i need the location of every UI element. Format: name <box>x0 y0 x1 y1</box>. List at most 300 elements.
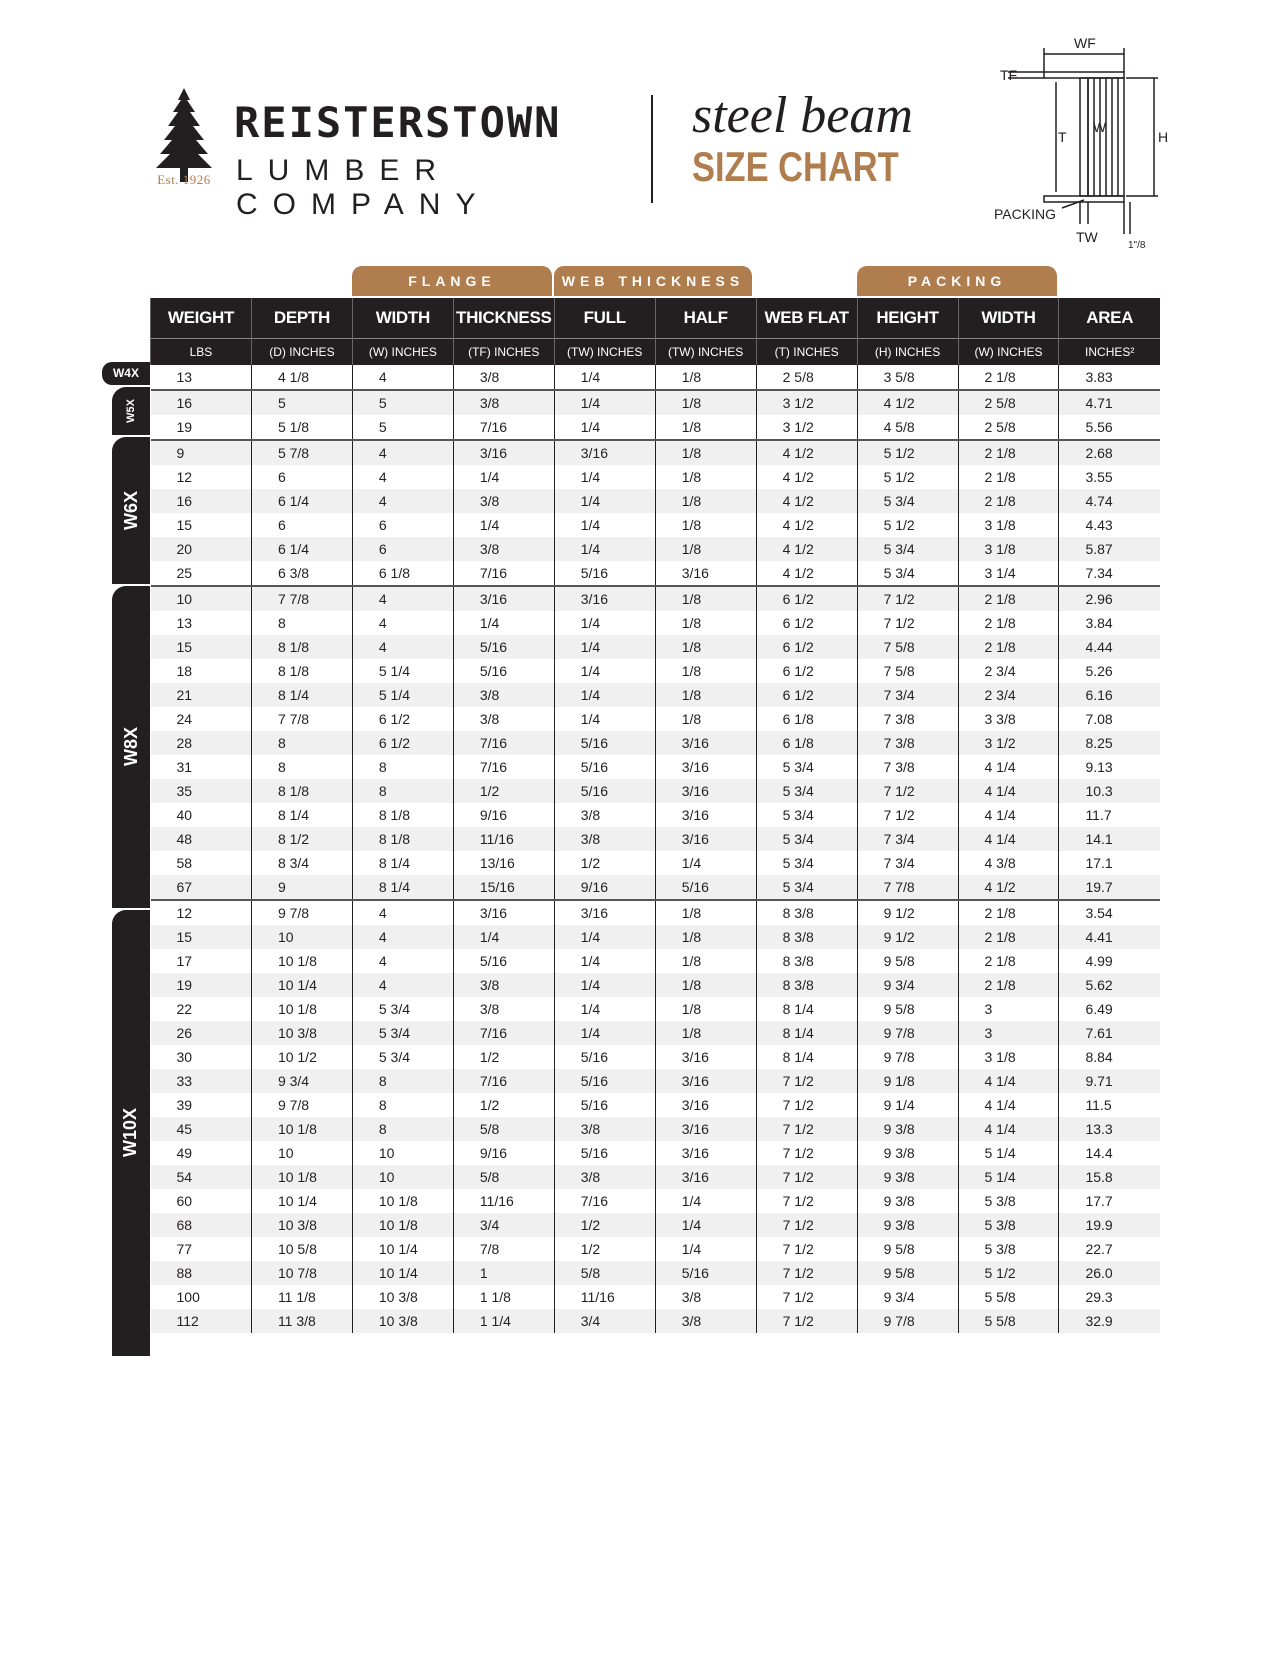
table-row <box>151 365 1161 390</box>
table-row <box>151 1069 1161 1093</box>
cell-packing-width: 3 1/8 <box>958 513 1059 537</box>
cell-weight: 60 <box>176 1193 193 1209</box>
table-row <box>151 1117 1161 1141</box>
cell-area: 9.71 <box>1059 1069 1160 1093</box>
table-row <box>151 390 1161 415</box>
beam-size-table <box>150 298 1160 1333</box>
cell-web-flat: 7 1/2 <box>756 1213 857 1237</box>
cell-web-full: 5/16 <box>554 1045 655 1069</box>
group-flange: FLANGE <box>352 266 552 296</box>
cell-area: 4.44 <box>1059 635 1160 659</box>
cell-packing-height: 5 1/2 <box>857 440 958 465</box>
cell-web-full: 5/16 <box>554 779 655 803</box>
cell-packing-height: 9 5/8 <box>857 1261 958 1285</box>
cell-web-flat: 5 3/4 <box>756 851 857 875</box>
cell-packing-height: 9 1/8 <box>857 1069 958 1093</box>
cell-web-full: 7/16 <box>554 1189 655 1213</box>
cell-web-full: 1/4 <box>554 513 655 537</box>
header-flange-thickness: THICKNESS <box>453 298 554 339</box>
table-row <box>151 1141 1161 1165</box>
cell-web-half: 3/16 <box>655 779 756 803</box>
cell-flange-thickness: 3/8 <box>453 390 554 415</box>
cell-packing-height: 7 7/8 <box>857 875 958 900</box>
table-row <box>151 586 1161 611</box>
cell-packing-width: 2 1/8 <box>958 586 1059 611</box>
cell-web-flat: 6 1/2 <box>756 659 857 683</box>
cell-flange-thickness: 1/4 <box>453 925 554 949</box>
cell-depth: 10 1/8 <box>251 997 352 1021</box>
section-label-w5x <box>112 387 150 435</box>
cell-packing-width: 5 5/8 <box>958 1309 1059 1333</box>
cell-web-flat: 2 5/8 <box>756 365 857 390</box>
cell-packing-height: 5 1/2 <box>857 513 958 537</box>
cell-packing-height: 9 3/8 <box>857 1117 958 1141</box>
cell-depth: 10 5/8 <box>251 1237 352 1261</box>
cell-web-half: 3/8 <box>655 1285 756 1309</box>
table-row <box>151 683 1161 707</box>
cell-flange-width: 5 1/4 <box>352 659 453 683</box>
cell-web-flat: 4 1/2 <box>756 537 857 561</box>
beam-size-table-wrapper <box>112 266 1160 1329</box>
cell-flange-width: 6 <box>352 537 453 561</box>
cell-web-half: 1/8 <box>655 635 756 659</box>
cell-web-half: 3/16 <box>655 1045 756 1069</box>
cell-packing-width: 2 1/8 <box>958 635 1059 659</box>
cell-packing-width: 2 1/8 <box>958 900 1059 925</box>
header-web-full: FULL <box>554 298 655 339</box>
section-label-text: W10X <box>120 1108 141 1158</box>
cell-flange-width: 4 <box>352 611 453 635</box>
cell-packing-height: 7 3/4 <box>857 683 958 707</box>
cell-area: 13.3 <box>1059 1117 1160 1141</box>
cell-packing-width: 4 1/4 <box>958 1117 1059 1141</box>
cell-web-half: 3/16 <box>655 827 756 851</box>
cell-depth: 8 1/2 <box>251 827 352 851</box>
cell-depth: 8 1/4 <box>251 683 352 707</box>
cell-weight: 24 <box>176 711 193 727</box>
cell-packing-width: 2 1/8 <box>958 365 1059 390</box>
cell-area: 17.1 <box>1059 851 1160 875</box>
cell-area: 11.7 <box>1059 803 1160 827</box>
cell-flange-thickness: 5/8 <box>453 1165 554 1189</box>
cell-depth: 5 1/8 <box>251 415 352 440</box>
cell-flange-thickness: 3/8 <box>453 707 554 731</box>
cell-packing-width: 2 1/8 <box>958 973 1059 997</box>
cell-packing-height: 7 1/2 <box>857 611 958 635</box>
cell-packing-width: 4 1/4 <box>958 779 1059 803</box>
cell-web-full: 1/4 <box>554 635 655 659</box>
cell-depth: 8 3/4 <box>251 851 352 875</box>
cell-weight: 35 <box>151 779 252 803</box>
table-row <box>151 997 1161 1021</box>
cell-web-full: 3/16 <box>554 586 655 611</box>
cell-web-flat: 4 1/2 <box>756 513 857 537</box>
cell-web-full: 1/4 <box>554 390 655 415</box>
cell-web-half: 3/16 <box>655 803 756 827</box>
cell-web-flat: 7 1/2 <box>756 1141 857 1165</box>
cell-weight: 10 <box>151 586 252 611</box>
cell-area: 26.0 <box>1059 1261 1160 1285</box>
cell-area: 14.1 <box>1059 827 1160 851</box>
table-row <box>151 1237 1161 1261</box>
section-label-text: W4X <box>112 366 139 381</box>
cell-web-full: 3/8 <box>554 803 655 827</box>
table-row <box>151 875 1161 900</box>
cell-packing-height: 5 3/4 <box>857 489 958 513</box>
cell-web-half: 1/8 <box>655 465 756 489</box>
cell-flange-width: 5 1/4 <box>352 683 453 707</box>
cell-flange-width: 4 <box>352 489 453 513</box>
cell-depth: 10 1/8 <box>251 1165 352 1189</box>
cell-packing-height: 9 3/8 <box>857 1165 958 1189</box>
cell-weight: 19 <box>176 419 193 435</box>
cell-web-flat: 8 1/4 <box>756 1045 857 1069</box>
company-logo <box>148 86 668 221</box>
cell-flange-width: 4 <box>352 635 453 659</box>
cell-web-half: 5/16 <box>655 1261 756 1285</box>
cell-packing-height: 9 7/8 <box>857 1045 958 1069</box>
cell-area: 8.25 <box>1059 731 1160 755</box>
cell-web-half: 1/8 <box>655 997 756 1021</box>
cell-web-flat: 7 1/2 <box>756 1093 857 1117</box>
cell-flange-width: 5 3/4 <box>352 1021 453 1045</box>
cell-depth: 10 3/8 <box>251 1021 352 1045</box>
cell-depth: 10 1/8 <box>251 949 352 973</box>
header-weight: WEIGHT <box>151 298 252 339</box>
cell-packing-width: 2 5/8 <box>958 390 1059 415</box>
cell-web-full: 5/16 <box>554 755 655 779</box>
cell-packing-height: 9 3/4 <box>857 973 958 997</box>
cell-flange-thickness: 1 1/4 <box>453 1309 554 1333</box>
page-title-bold: SIZE CHART <box>692 143 899 190</box>
cell-web-flat: 8 3/8 <box>756 900 857 925</box>
cell-area: 3.55 <box>1059 465 1160 489</box>
cell-flange-thickness: 1/2 <box>453 779 554 803</box>
section-label-w8x <box>112 586 150 908</box>
table-row <box>151 1045 1161 1069</box>
cell-weight: 20 <box>151 537 252 561</box>
unit-web-half: (TW) INCHES <box>655 339 756 366</box>
cell-web-flat: 8 3/8 <box>756 973 857 997</box>
cell-depth: 10 <box>251 1141 352 1165</box>
cell-area: 22.7 <box>1059 1237 1160 1261</box>
cell-packing-width: 4 3/8 <box>958 851 1059 875</box>
cell-packing-width: 5 3/8 <box>958 1189 1059 1213</box>
cell-packing-height: 9 3/8 <box>857 1189 958 1213</box>
cell-flange-width: 10 <box>352 1141 453 1165</box>
cell-weight: 15 <box>151 635 252 659</box>
cell-web-flat: 7 1/2 <box>756 1285 857 1309</box>
table-row <box>151 973 1161 997</box>
cell-flange-thickness: 3/4 <box>453 1213 554 1237</box>
cell-depth: 9 <box>251 875 352 900</box>
cell-flange-width: 10 1/8 <box>352 1189 453 1213</box>
cell-flange-thickness: 1 1/8 <box>453 1285 554 1309</box>
cell-web-full: 1/2 <box>554 851 655 875</box>
brand-name-line1: REISTERSTOWN <box>234 98 562 147</box>
cell-packing-height: 7 3/4 <box>857 851 958 875</box>
cell-flange-width: 8 1/8 <box>352 827 453 851</box>
table-row <box>151 949 1161 973</box>
cell-web-full: 1/4 <box>554 465 655 489</box>
cell-flange-width: 5 <box>352 415 453 440</box>
cell-packing-width: 5 5/8 <box>958 1285 1059 1309</box>
cell-packing-width: 2 5/8 <box>958 415 1059 440</box>
unit-packing-width: (W) INCHES <box>958 339 1059 366</box>
cell-packing-width: 2 1/8 <box>958 925 1059 949</box>
cell-flange-thickness: 3/8 <box>453 683 554 707</box>
cell-web-full: 5/16 <box>554 561 655 586</box>
cell-web-full: 1/4 <box>554 997 655 1021</box>
cell-web-full: 1/4 <box>554 707 655 731</box>
cell-depth: 4 1/8 <box>251 365 352 390</box>
cell-weight: 39 <box>176 1097 193 1113</box>
cell-packing-width: 5 3/8 <box>958 1213 1059 1237</box>
cell-weight: 48 <box>151 827 252 851</box>
cell-flange-thickness: 1/4 <box>453 465 554 489</box>
cell-web-flat: 7 1/2 <box>756 1261 857 1285</box>
cell-packing-width: 5 1/4 <box>958 1165 1059 1189</box>
cell-area: 7.08 <box>1059 707 1160 731</box>
cell-weight: 33 <box>151 1069 252 1093</box>
cell-web-full: 5/16 <box>554 1069 655 1093</box>
cell-flange-thickness: 13/16 <box>453 851 554 875</box>
cell-packing-height: 5 3/4 <box>857 561 958 586</box>
cell-area: 8.84 <box>1059 1045 1160 1069</box>
table-row <box>151 561 1161 586</box>
cell-weight: 112 <box>151 1309 252 1333</box>
table-row <box>151 851 1161 875</box>
cell-depth: 6 <box>251 465 352 489</box>
cell-packing-width: 5 1/2 <box>958 1261 1059 1285</box>
cell-flange-width: 5 3/4 <box>352 1045 453 1069</box>
cell-packing-height: 9 5/8 <box>857 997 958 1021</box>
cell-weight: 26 <box>151 1021 252 1045</box>
cell-packing-width: 2 3/4 <box>958 659 1059 683</box>
cell-packing-width: 2 3/4 <box>958 683 1059 707</box>
cell-area: 19.7 <box>1059 875 1160 900</box>
cell-web-half: 3/16 <box>655 561 756 586</box>
beam-diagram <box>994 34 1184 259</box>
cell-web-half: 1/8 <box>655 440 756 465</box>
table-body <box>151 365 1161 1333</box>
cell-area: 5.87 <box>1059 537 1160 561</box>
cell-packing-height: 3 5/8 <box>857 365 958 390</box>
cell-web-half: 3/16 <box>655 1093 756 1117</box>
table-row <box>151 1165 1161 1189</box>
cell-web-flat: 6 1/8 <box>756 707 857 731</box>
cell-web-full: 1/4 <box>554 925 655 949</box>
cell-web-half: 5/16 <box>655 875 756 900</box>
cell-packing-height: 4 5/8 <box>857 415 958 440</box>
cell-flange-width: 5 3/4 <box>352 997 453 1021</box>
cell-packing-width: 2 1/8 <box>958 465 1059 489</box>
cell-web-full: 1/4 <box>554 659 655 683</box>
cell-depth: 9 3/4 <box>251 1069 352 1093</box>
cell-packing-width: 2 1/8 <box>958 611 1059 635</box>
cell-web-half: 3/16 <box>655 731 756 755</box>
cell-weight: 40 <box>176 807 193 823</box>
cell-depth: 10 1/8 <box>251 1117 352 1141</box>
cell-flange-width: 10 1/8 <box>352 1213 453 1237</box>
cell-web-flat: 7 1/2 <box>756 1237 857 1261</box>
cell-web-full: 3/4 <box>554 1309 655 1333</box>
cell-flange-width: 5 <box>352 390 453 415</box>
cell-web-flat: 6 1/8 <box>756 731 857 755</box>
cell-area: 11.5 <box>1059 1093 1160 1117</box>
cell-web-half: 1/8 <box>655 973 756 997</box>
cell-packing-height: 7 1/2 <box>857 803 958 827</box>
cell-depth: 8 1/4 <box>251 803 352 827</box>
cell-web-flat: 5 3/4 <box>756 779 857 803</box>
cell-flange-width: 4 <box>352 586 453 611</box>
cell-packing-width: 4 1/4 <box>958 803 1059 827</box>
header-row <box>151 298 1161 339</box>
cell-packing-width: 4 1/4 <box>958 827 1059 851</box>
cell-web-full: 1/4 <box>554 611 655 635</box>
cell-weight: 17 <box>176 953 193 969</box>
cell-area: 4.43 <box>1059 513 1160 537</box>
cell-flange-thickness: 7/16 <box>453 1021 554 1045</box>
table-row <box>151 900 1161 925</box>
cell-weight: 54 <box>151 1165 252 1189</box>
cell-packing-width: 3 <box>958 1021 1059 1045</box>
cell-area: 2.96 <box>1059 586 1160 611</box>
cell-flange-width: 4 <box>352 925 453 949</box>
brand-name-line2: LUMBER COMPANY <box>236 154 491 221</box>
cell-area: 4.99 <box>1059 949 1160 973</box>
cell-web-half: 3/8 <box>655 1309 756 1333</box>
cell-flange-width: 8 <box>352 755 453 779</box>
cell-depth: 6 1/4 <box>251 537 352 561</box>
cell-packing-width: 3 1/2 <box>958 731 1059 755</box>
cell-web-full: 1/4 <box>554 415 655 440</box>
cell-web-full: 3/8 <box>554 827 655 851</box>
table-row <box>151 635 1161 659</box>
cell-area: 10.3 <box>1059 779 1160 803</box>
header-packing-width: WIDTH <box>958 298 1059 339</box>
cell-web-full: 11/16 <box>554 1285 655 1309</box>
cell-flange-width: 4 <box>352 973 453 997</box>
cell-packing-width: 5 1/4 <box>958 1141 1059 1165</box>
cell-web-full: 3/8 <box>554 1165 655 1189</box>
cell-web-full: 1/4 <box>554 489 655 513</box>
cell-web-half: 3/16 <box>655 1141 756 1165</box>
cell-flange-width: 10 3/8 <box>352 1309 453 1333</box>
cell-packing-height: 7 3/8 <box>857 731 958 755</box>
header-divider <box>651 95 653 203</box>
table-row <box>151 1309 1161 1333</box>
cell-packing-height: 9 1/4 <box>857 1093 958 1117</box>
cell-web-half: 1/8 <box>655 415 756 440</box>
cell-web-full: 1/2 <box>554 1237 655 1261</box>
cell-weight: 16 <box>151 489 252 513</box>
cell-web-full: 5/16 <box>554 1141 655 1165</box>
page-title-script: steel beam <box>692 87 913 144</box>
section-label-w4x <box>102 362 150 385</box>
cell-web-half: 1/8 <box>655 659 756 683</box>
diagram-label-eighth: 1"/8 <box>1128 240 1146 251</box>
cell-weight: 18 <box>176 663 193 679</box>
cell-flange-width: 10 <box>352 1165 453 1189</box>
cell-web-half: 1/8 <box>655 707 756 731</box>
group-web-thickness: WEB THICKNESS <box>554 266 752 296</box>
header-web-half: HALF <box>655 298 756 339</box>
cell-packing-height: 7 3/4 <box>857 827 958 851</box>
cell-flange-width: 10 1/4 <box>352 1237 453 1261</box>
established-year: Est. 1926 <box>157 172 211 187</box>
cell-web-flat: 7 1/2 <box>756 1117 857 1141</box>
cell-packing-height: 9 7/8 <box>857 1021 958 1045</box>
cell-packing-height: 4 1/2 <box>857 390 958 415</box>
cell-weight: 21 <box>151 683 252 707</box>
cell-web-half: 1/8 <box>655 489 756 513</box>
cell-web-flat: 6 1/2 <box>756 635 857 659</box>
cell-weight: 12 <box>176 469 193 485</box>
cell-web-flat: 5 3/4 <box>756 803 857 827</box>
cell-depth: 7 7/8 <box>251 586 352 611</box>
cell-web-half: 1/8 <box>655 949 756 973</box>
cell-area: 4.74 <box>1059 489 1160 513</box>
cell-web-flat: 7 1/2 <box>756 1069 857 1093</box>
cell-web-half: 1/4 <box>655 1237 756 1261</box>
cell-flange-width: 8 <box>352 779 453 803</box>
cell-area: 32.9 <box>1059 1309 1160 1333</box>
cell-web-flat: 6 1/2 <box>756 683 857 707</box>
cell-area: 7.61 <box>1059 1021 1160 1045</box>
header-area: AREA <box>1059 298 1160 339</box>
table-row <box>151 779 1161 803</box>
cell-packing-height: 9 3/8 <box>857 1213 958 1237</box>
cell-weight: 45 <box>151 1117 252 1141</box>
cell-packing-width: 2 1/8 <box>958 489 1059 513</box>
cell-weight: 12 <box>151 900 252 925</box>
cell-packing-height: 9 7/8 <box>857 1309 958 1333</box>
cell-flange-thickness: 11/16 <box>453 1189 554 1213</box>
section-label-w10x <box>112 910 150 1356</box>
cell-depth: 10 1/4 <box>251 1189 352 1213</box>
cell-weight: 13 <box>176 369 193 385</box>
cell-web-half: 1/8 <box>655 925 756 949</box>
cell-web-full: 3/8 <box>554 1117 655 1141</box>
diagram-label-tw: TW <box>1076 229 1098 245</box>
table-row <box>151 925 1161 949</box>
cell-web-full: 9/16 <box>554 875 655 900</box>
cell-packing-height: 7 5/8 <box>857 659 958 683</box>
cell-weight: 49 <box>176 1145 193 1161</box>
cell-web-flat: 3 1/2 <box>756 390 857 415</box>
cell-flange-thickness: 7/8 <box>453 1237 554 1261</box>
unit-depth: (D) INCHES <box>251 339 352 366</box>
cell-weight: 25 <box>176 565 193 581</box>
cell-area: 2.68 <box>1059 440 1160 465</box>
table-row <box>151 1021 1161 1045</box>
table-row <box>151 1093 1161 1117</box>
cell-flange-thickness: 1/4 <box>453 611 554 635</box>
cell-weight: 88 <box>151 1261 252 1285</box>
section-label-w6x <box>112 437 150 584</box>
cell-depth: 8 <box>251 731 352 755</box>
cell-web-flat: 4 1/2 <box>756 561 857 586</box>
cell-packing-width: 4 1/4 <box>958 1069 1059 1093</box>
cell-packing-height: 7 3/8 <box>857 755 958 779</box>
cell-flange-thickness: 5/8 <box>453 1117 554 1141</box>
cell-weight: 28 <box>151 731 252 755</box>
cell-web-half: 1/8 <box>655 390 756 415</box>
table-row <box>151 513 1161 537</box>
cell-weight: 15 <box>176 517 193 533</box>
cell-web-flat: 7 1/2 <box>756 1165 857 1189</box>
